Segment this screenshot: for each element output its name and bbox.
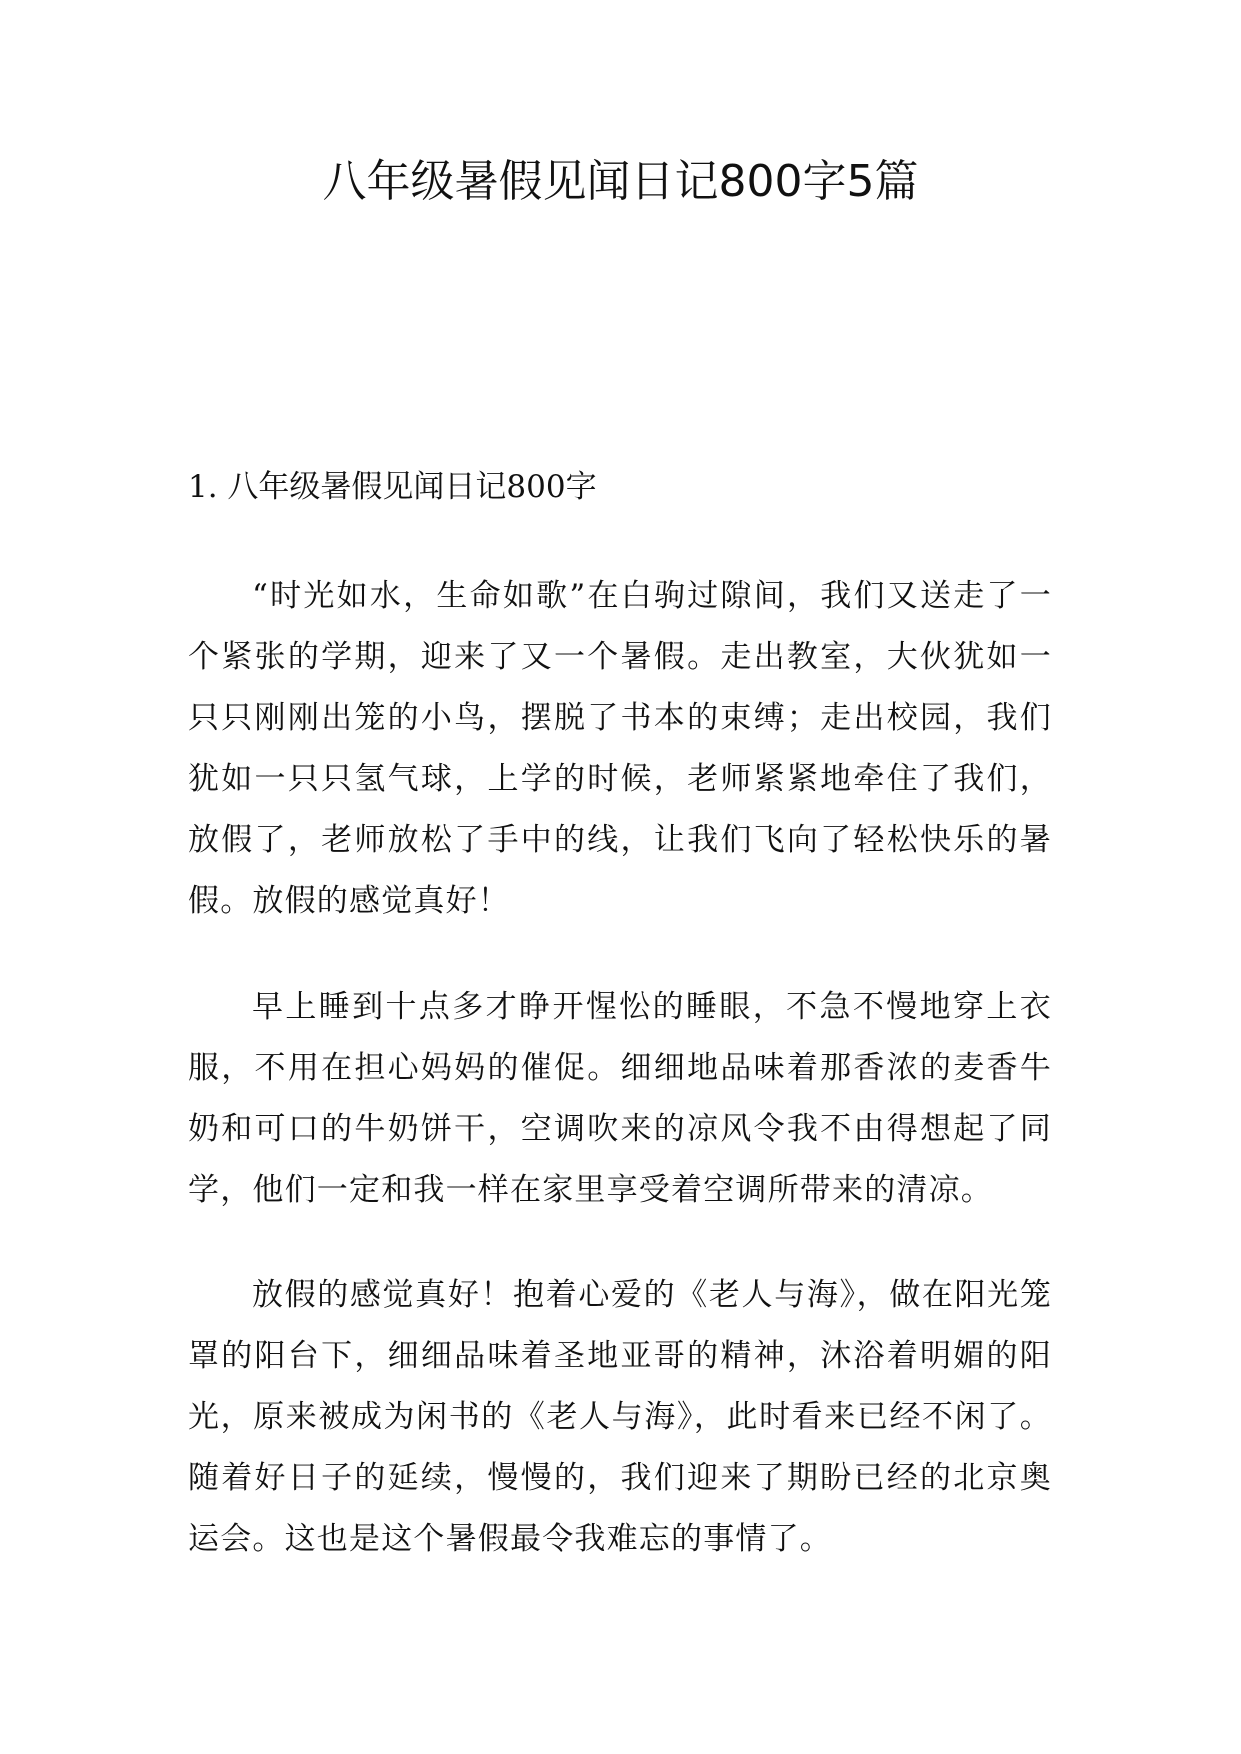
section-heading: 1. 八年级暑假见闻日记800字 — [188, 469, 597, 505]
paragraph-1: “时光如水，生命如歌”在白驹过隙间，我们又送走了一个紧张的学期，迎来了又一个暑假。走出教室，大伙犹如一只只刚刚出笼的小鸟，摆脱了书本的束缚；走出校园，我们犹如一只只氢气球，上学的时候，老师紧紧地牵住了我们，放假了，老师放松了手中的线，让我们飞向了轻松快乐的暑假。放假的感觉真好！ — [188, 578, 1052, 919]
document-title: 八年级暑假见闻日记800字5篇 — [322, 156, 919, 207]
paragraph-3: 放假的感觉真好！抱着心爱的《老人与海》，做在阳光笼罩的阳台下，细细品味着圣地亚哥的精神，沐浴着明媚的阳光，原来被成为闲书的《老人与海》，此时看来已经不闲了。随着好日子的延续，慢慢的，我们迎来了期盼已经的北京奥运会。这也是这个暑假最令我难忘的事情了。 — [188, 1277, 1052, 1557]
paragraph-2: 早上睡到十点多才睁开惺忪的睡眼，不急不慢地穿上衣服，不用在担心妈妈的催促。细细地品味着那香浓的麦香牛奶和可口的牛奶饼干，空调吹来的凉风令我不由得想起了同学，他们一定和我一样在家里享受着空调所带来的清凉。 — [188, 989, 1052, 1208]
